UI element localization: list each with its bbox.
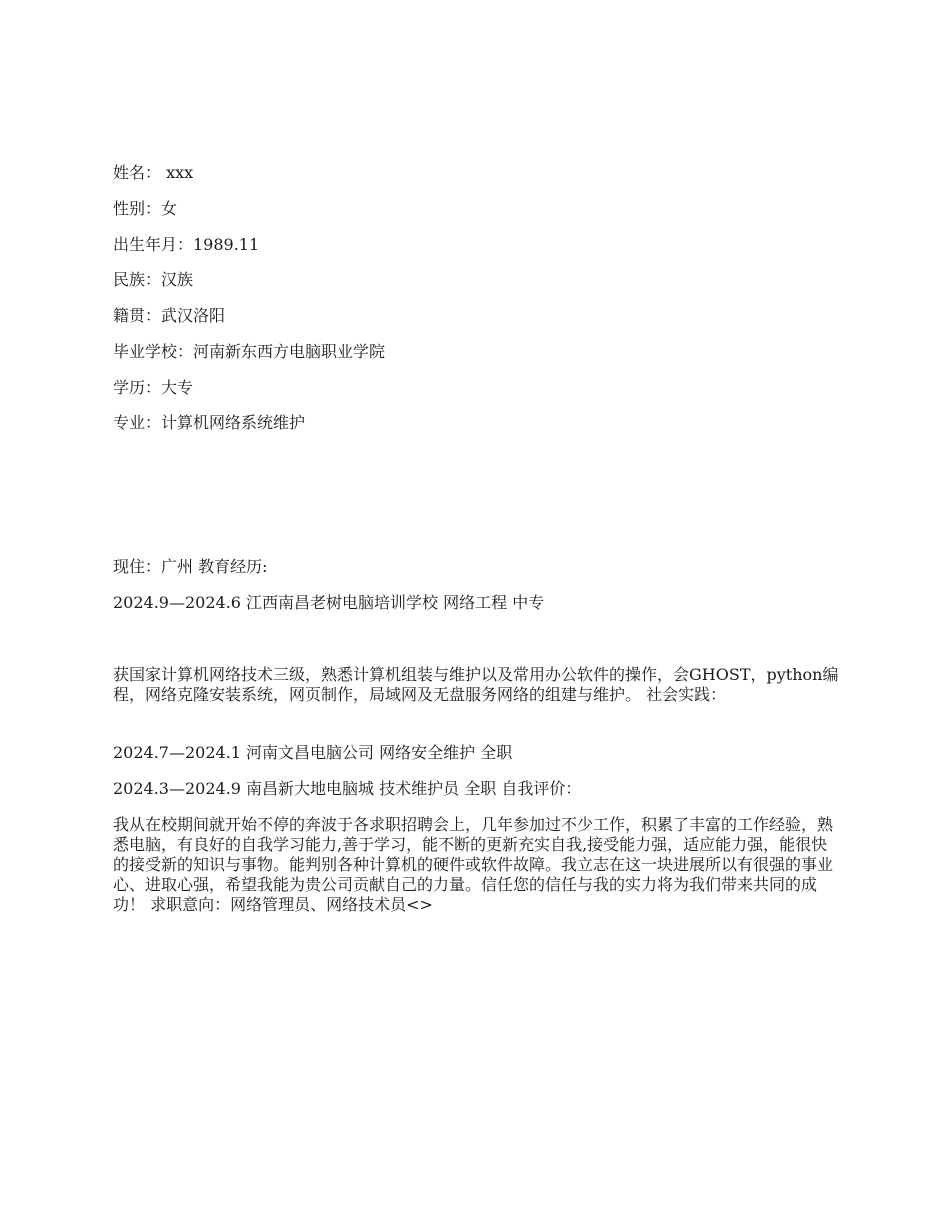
degree-line: 学历：大专 [113, 378, 194, 397]
residence-line: 现住：广州 教育经历: [113, 557, 268, 576]
practice-item: 2024.3—2024.9 南昌新大地电脑城 技术维护员 全职 自我评价： [113, 779, 582, 798]
practice-item: 2024.7—2024.1 河南文昌电脑公司 网络安全维护 全职 [113, 743, 513, 762]
ethnicity-line: 民族：汉族 [113, 270, 194, 289]
name-line: 姓名： xxx [113, 163, 194, 182]
school-line: 毕业学校：河南新东西方电脑职业学院 [113, 342, 386, 361]
major-line: 专业：计算机网络系统维护 [113, 413, 306, 432]
native-place-line: 籍贯：武汉洛阳 [113, 306, 226, 325]
skills-paragraph: 获国家计算机网络技术三级，熟悉计算机组装与维护以及常用办公软件的操作，会GHOST，python编程，网络克隆安装系统，网页制作，局域网及无盘服务网络的组建与维护。 社会实践： [113, 665, 839, 704]
gender-line: 性别：女 [113, 199, 178, 218]
resume-document [113, 0, 843, 1230]
self-evaluation-paragraph: 我从在校期间就开始不停的奔波于各求职招聘会上，几年参加过不少工作，积累了丰富的工作经验，熟悉电脑，有良好的自我学习能力,善于学习，能不断的更新充实自我,接受能力强，适应能力强，能很快的接受新的知识与事物。能判别各种计算机的硬件或软件故障。我立志在这一块进展所以有很强的事业心、进取心强，希望我能为贵公司贡献自己的力量。信任您的信任与我的实力将为我们带来共同的成功！ 求职意向：网络管理员、网络技术员<> [113, 815, 834, 914]
education-item: 2024.9—2024.6 江西南昌老树电脑培训学校 网络工程 中专 [113, 593, 545, 612]
birth-line: 出生年月：1989.11 [113, 235, 260, 254]
